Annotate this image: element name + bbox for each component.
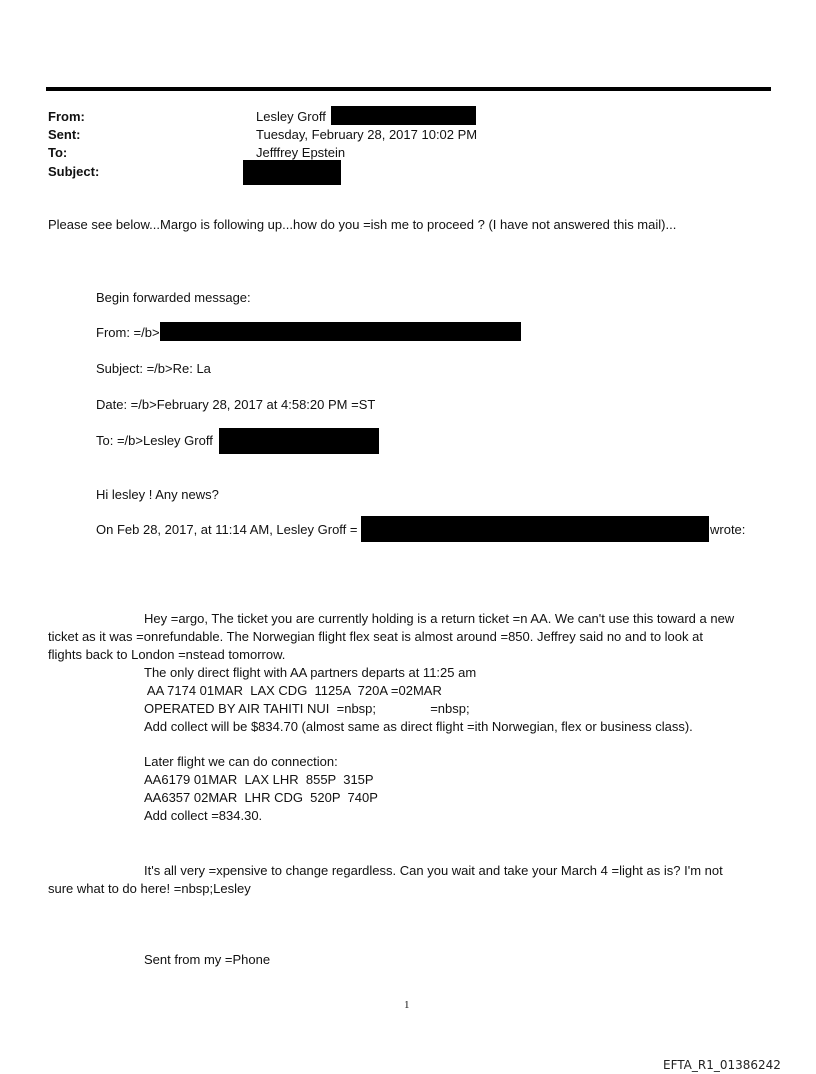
forward-on-line: On Feb 28, 2017, at 11:14 AM, Lesley Groff = [96,522,358,537]
direct-flight-line: Add collect will be $834.70 (almost same as direct flight =ith Norwegian, flex or business class). [144,719,693,734]
quoted-paragraph-line: Hey =argo, The ticket you are currently holding is a return ticket =n AA. We can't use this toward a new [144,611,735,626]
forward-from: From: =/b> [96,325,160,340]
later-flight-line: Later flight we can do connection: [144,754,338,769]
quoted-paragraph-line: ticket as it was =onrefundable. The Norwegian flight flex seat is almost around =850. Jeffrey said no and to look at [48,629,703,644]
forward-greeting: Hi lesley ! Any news? [96,487,219,502]
redaction-box [331,106,476,125]
later-flight-line: AA6357 02MAR LHR CDG 520P 740P [144,790,378,805]
to-label: To: [48,145,68,160]
quoted-paragraph-line: sure what to do here! =nbsp;Lesley [48,881,251,896]
forward-to: To: =/b>Lesley Groff [96,433,213,448]
quoted-paragraph-line: flights back to London =nstead tomorrow. [48,647,286,662]
direct-flight-line: AA 7174 01MAR LAX CDG 1125A 720A =02MAR [144,683,442,698]
redaction-box [243,160,341,185]
later-flight-line: AA6179 01MAR LAX LHR 855P 315P [144,772,374,787]
header-rule [46,87,771,91]
to-value: Jefffrey Epstein [256,145,346,160]
forward-date: Date: =/b>February 28, 2017 at 4:58:20 PM =ST [96,397,376,412]
forward-subject: Subject: =/b>Re: La [96,361,211,376]
page-number: 1 [404,999,410,1011]
from-value: Lesley Groff [256,109,326,124]
signature: Sent from my =Phone [144,952,271,967]
redaction-box [219,428,379,454]
forward-begin: Begin forwarded message: [96,290,251,305]
redaction-box [160,322,521,341]
forward-on-line-suffix: wrote: [710,522,746,537]
document-id: EFTA_R1_01386242 [663,1058,781,1072]
redaction-box [361,516,709,542]
later-flight-line: Add collect =834.30. [144,808,263,823]
direct-flight-line: OPERATED BY AIR TAHITI NUI =nbsp; =nbsp; [144,701,470,716]
subject-label: Subject: [48,164,100,179]
quoted-paragraph-line: It's all very =xpensive to change regardless. Can you wait and take your March 4 =light as is? I'm not [144,863,723,878]
intro-text: Please see below...Margo is following up...how do you =ish me to proceed ? (I have not answered this mail)... [48,217,677,232]
sent-label: Sent: [48,127,81,142]
sent-value: Tuesday, February 28, 2017 10:02 PM [256,127,478,142]
from-label: From: [48,109,85,124]
direct-flight-line: The only direct flight with AA partners departs at 11:25 am [144,665,477,680]
